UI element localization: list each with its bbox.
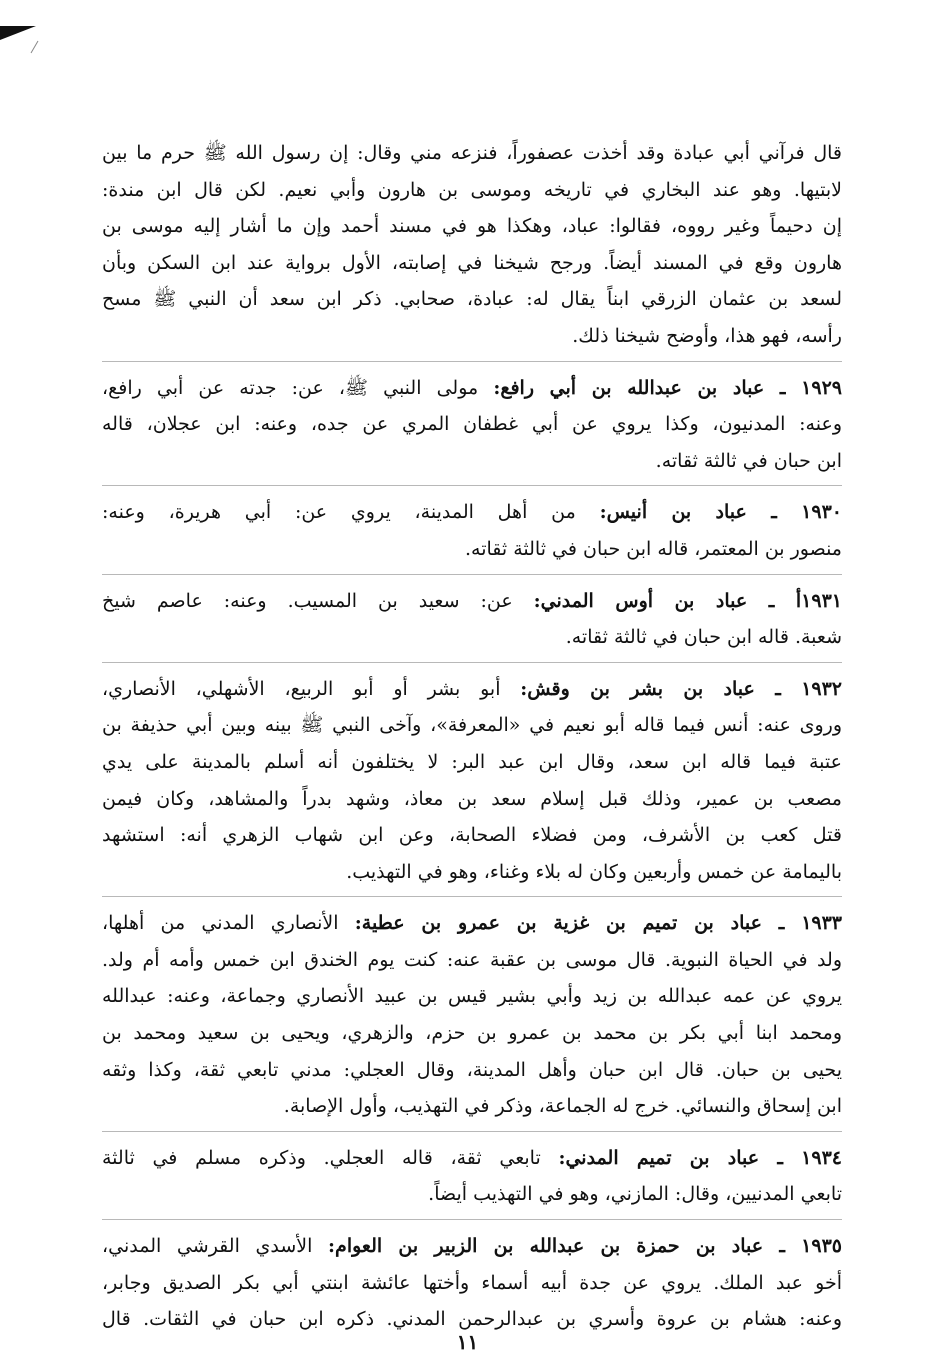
- text-line: لسعد بن عثمان الزرقي ابناً يقال له: عبادة، صحابي. ذكر ابن سعد أن النبي ﷺ مسح: [102, 288, 842, 311]
- text-line: وعنه: هشام بن عروة وأسري بن عبدالرحمن المدني. ذكره ابن حبان في الثقات. قال: [102, 1308, 842, 1331]
- text-line: باليمامة عن خمس وأربعين وكان له بلاء وغناء، وهو في التهذيب.: [346, 860, 842, 883]
- text-line: لابتيها. وهو عند البخاري في تاريخه وموسى بن هارون وأبي نعيم. لكن قال ابن مندة:: [102, 178, 842, 201]
- text-line: رأسه، فهو هذا، وأوضح شيخنا ذلك.: [572, 324, 842, 347]
- entry-1929: [102, 361, 842, 486]
- text-line: عتبة فيما قاله ابن سعد، وقال ابن عبد البر: لا يختلفون أنه أسلم بالمدينة على يدي: [102, 750, 842, 773]
- text-segment: تابعي ثقة، قاله العجلي. وذكره مسلم في ثالثة: [102, 1146, 559, 1169]
- entry-heading: ١٩٢٩ ـ عباد بن عبدالله بن أبي رافع:: [493, 376, 842, 399]
- text-segment: عن: سعيد بن المسيب. وعنه: عاصم شيخ: [102, 589, 534, 612]
- text-segment: الأنصاري المدني من أهلها،: [102, 912, 355, 935]
- entry-heading: ١٩٣٠ ـ عباد بن أنيس:: [599, 501, 842, 524]
- text-line: ومحمد ابنا أبي بكر بن محمد بن عمرو بن حزم، والزهري، ويحيى بن سعيد ومحمد بن: [102, 1022, 842, 1045]
- text-line: منصور بن المعتمر، قاله ابن حبان في ثالثة ثقاته.: [464, 537, 842, 560]
- entry-heading: ١٩٣٥ ـ عباد بن حمزة بن عبدالله بن الزبير بن العوام:: [328, 1235, 842, 1258]
- biography-text: [102, 126, 842, 1344]
- entry-heading: ١٩٣٤ ـ عباد بن تميم المدني:: [558, 1146, 842, 1169]
- text-segment: مولى النبي ﷺ، عن: جدته عن أبي رافع،: [102, 376, 494, 399]
- entry-1930: [102, 485, 842, 573]
- entry-first-line: [102, 1140, 842, 1177]
- entry-1933: [102, 896, 842, 1131]
- text-line: هارون وقع في المسند أيضاً. ورجح شيخنا في إصابته، الأول برواية عند ابن السكن وبأن: [102, 251, 842, 274]
- text-line: ابن حبان في ثالثة ثقاته.: [655, 449, 842, 472]
- text-line: مصعب بن عمير، وذلك قبل إسلام سعد بن معاذ، وشهد بدراً والمشاهد، وكان فيمن: [102, 787, 842, 810]
- entry-first-line: [102, 671, 842, 708]
- entry-1934: [102, 1131, 842, 1219]
- entry-heading: ١٩٣١أ ـ عباد بن أوس المدني:: [533, 589, 842, 612]
- entry-heading: ١٩٣٣ ـ عباد بن تميم بن غزية بن عمرو بن عطية:: [354, 912, 842, 935]
- text-line: يحيى بن حبان. قال ابن حبان وأهل المدينة، وقال العجلي: مدني تابعي ثقة، وكذا وثقه: [102, 1058, 842, 1081]
- entry-1931: [102, 574, 842, 662]
- entry-first-line: [102, 583, 842, 620]
- page-corner-tick: [31, 41, 39, 54]
- text-line: شعبة. قاله ابن حبان في ثالثة ثقاته.: [565, 626, 842, 649]
- text-line: قتل كعب بن الأشرف، ومن فضلاء الصحابة، وعن ابن شهاب الزهري أنه: استشهد: [102, 824, 842, 847]
- text-line: يروي عن عمه عبدالله بن زيد وأبي بشير قيس بن عبيد الأنصاري وجماعة، وعنه: عبدالله: [102, 985, 842, 1008]
- page-corner-mark: [0, 26, 36, 40]
- text-line: وروى عنه: أنس فيما قاله أبو نعيم في «المعرفة»، وآخى النبي ﷺ بينه وبين أبي حذيفة بن: [102, 714, 842, 737]
- entry-first-line: [102, 1228, 842, 1265]
- paragraph-continuation: [102, 126, 842, 361]
- text-line: تابعي المدنيين، وقال: المازني، وهو في التهذيب أيضاً.: [428, 1183, 842, 1206]
- text-line: قال فرآني أبي عبادة وقد أخذت عصفوراً، فنزعه مني وقال: إن رسول الله ﷺ حرم ما بين: [102, 142, 842, 164]
- entry-1932: [102, 662, 842, 897]
- entry-first-line: [102, 905, 842, 942]
- text-line: ابن إسحاق والنسائي. خرج له الجماعة، وذكر في التهذيب، وأول الإصابة.: [283, 1095, 842, 1118]
- entry-1935: [102, 1219, 842, 1344]
- entry-first-line: [102, 370, 842, 407]
- entry-first-line: [102, 494, 842, 531]
- text-segment: الأسدي القرشي المدني،: [102, 1235, 329, 1258]
- text-line: أخو عبد الملك. يروي عن جدة أبيه أسماء وأختها عائشة ابنتي أبي بكر الصديق وجابر،: [102, 1271, 842, 1294]
- text-line: إن دحيماً وغير رووه، فقالوا: عباد، وهكذا هو في مسند أحمد وإن ما أشار إليه موسى بن: [102, 215, 842, 238]
- page-number: ١١: [456, 1330, 479, 1354]
- text-segment: أبو بشر أو أبو الربيع، الأشهلي، الأنصاري،: [102, 677, 521, 700]
- text-line: ولد في الحياة النبوية. قال موسى بن عقبة عنه: كنت يوم الخندق ابن خمس وأمه أم ولد.: [102, 948, 842, 971]
- text-segment: من أهل المدينة، يروي عن: أبي هريرة، وعنه:: [102, 501, 600, 524]
- text-line: وعنه: المدنيون، وكذا يروي عن أبي غطفان المري عن جده، وعنه: ابن عجلان، قاله: [102, 413, 842, 436]
- entry-heading: ١٩٣٢ ـ عباد بن بشر بن وقش:: [520, 677, 842, 700]
